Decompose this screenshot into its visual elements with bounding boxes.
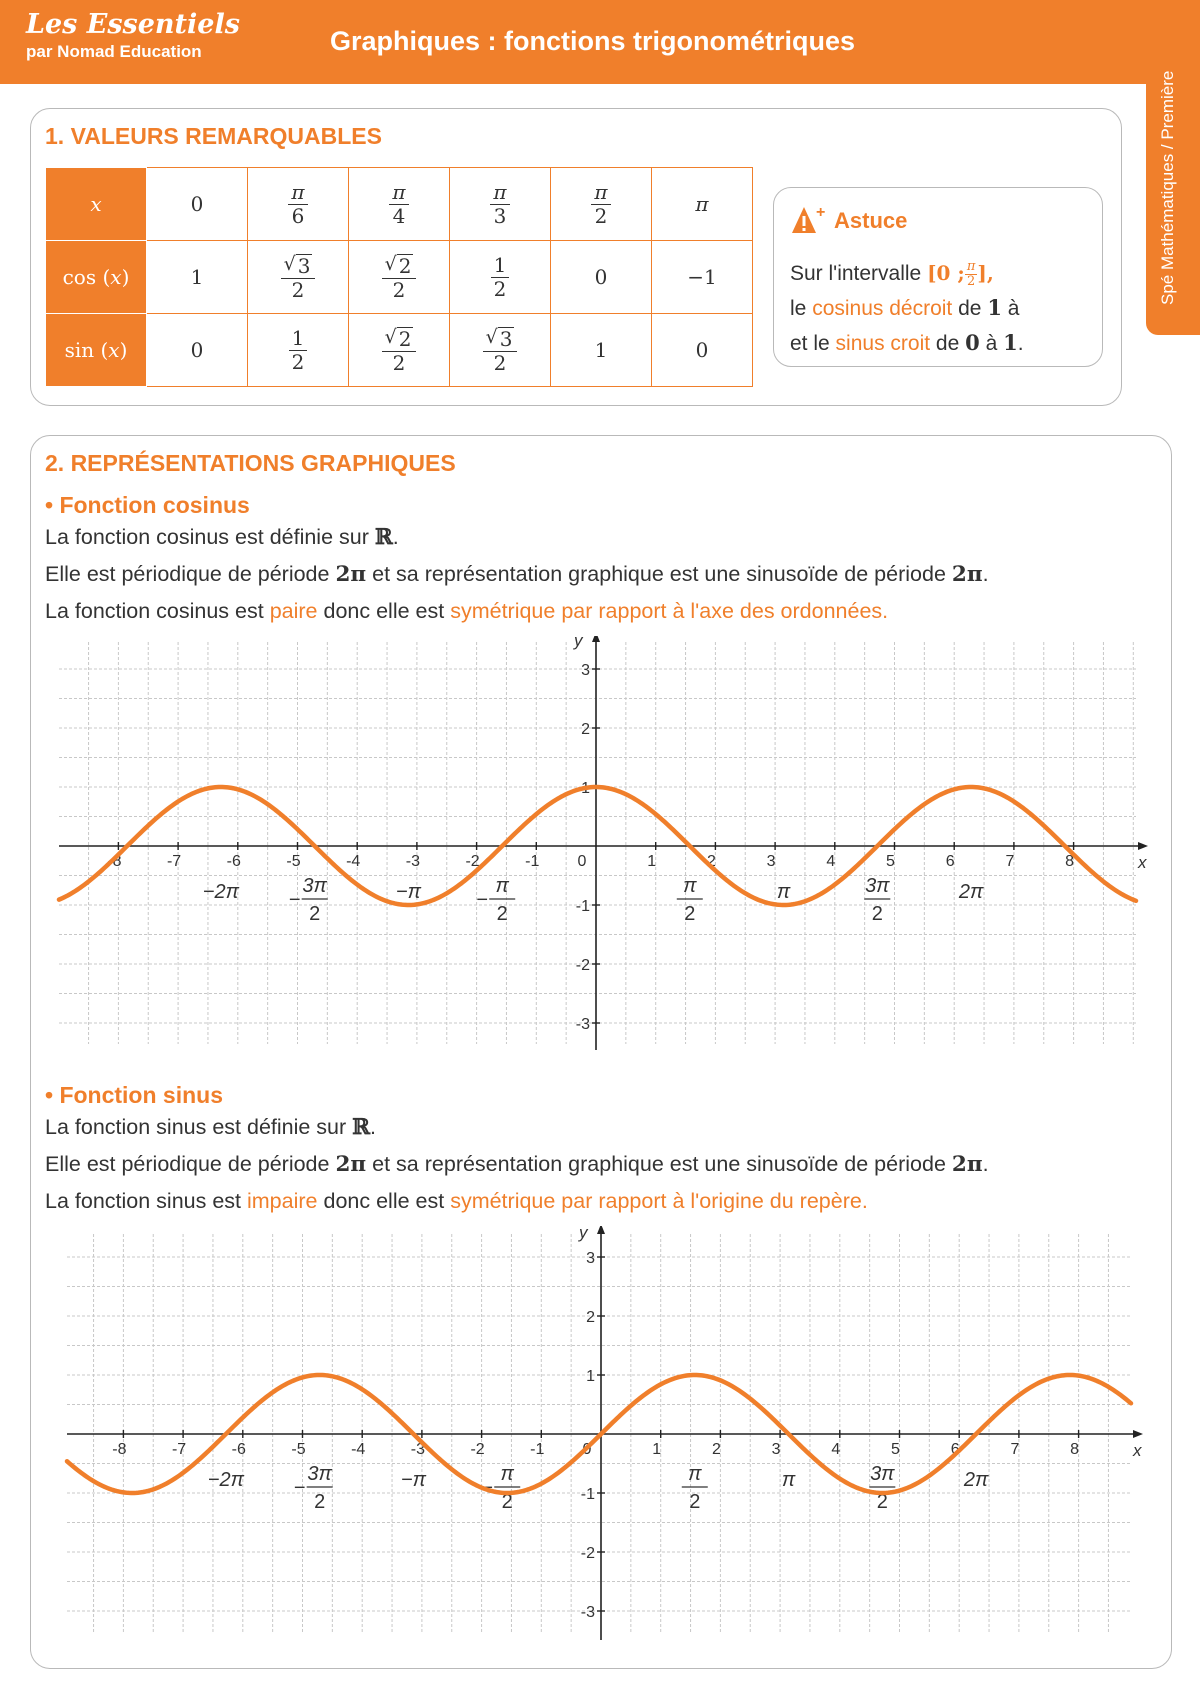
x-tick-label: 5 — [886, 853, 895, 870]
pi-tick-label — [401, 1469, 427, 1491]
x-tick-label: 2 — [706, 853, 716, 870]
cell-cos-pi6: √ 3 2 — [248, 241, 349, 314]
svg-text:+: + — [816, 204, 826, 221]
x-axis-arrow — [1133, 1430, 1143, 1438]
pi-tick-label — [963, 1469, 989, 1491]
svg-text:3π: 3π — [302, 875, 327, 897]
table-row-x — [46, 168, 753, 241]
tip-line-1: Sur l'intervalle [0 ; $\frac{\pi}{2}$ ], — [790, 258, 994, 289]
pi-tick-label — [677, 875, 703, 925]
x-tick-label: 6 — [950, 1441, 960, 1458]
y-tick-label: -1 — [580, 1486, 595, 1503]
cell-x-pi: π — [652, 168, 753, 241]
svg-text:π: π — [683, 875, 697, 897]
svg-text:2: 2 — [496, 903, 508, 925]
sin-line-3: La fonction sinus est impaire donc elle est symétrique par rapport à l'origine du repère. — [45, 1189, 868, 1213]
x-axis-label: x — [1138, 853, 1147, 872]
svg-text:−: − — [288, 889, 301, 911]
section-remarkable-values — [30, 108, 1122, 406]
cell-cos-pi3: $\frac{1}{2}$ — [450, 241, 551, 314]
x-tick-label: -8 — [112, 1441, 127, 1458]
cell-sin-0: 0 — [147, 314, 248, 387]
svg-text:−: − — [481, 1477, 494, 1499]
y-tick-label: -3 — [580, 1604, 595, 1621]
y-tick-label: -1 — [575, 898, 590, 915]
brand-logo — [26, 10, 240, 62]
pi-tick-label — [203, 881, 240, 903]
pi-tick-label — [777, 881, 791, 903]
x-tick-label: -3 — [405, 853, 421, 870]
row-label-x: x — [46, 168, 147, 241]
pi-tick-label — [864, 875, 890, 925]
x-tick-label: 0 — [582, 1441, 592, 1458]
svg-text:π: π — [688, 1463, 702, 1485]
sin-subtitle: • Fonction sinus — [45, 1082, 223, 1108]
values-table — [45, 167, 753, 387]
cell-x-0: 0 — [147, 168, 248, 241]
row-label-cos: cos (x) — [46, 241, 147, 314]
svg-text:2: 2 — [314, 1491, 326, 1513]
svg-text:2π: 2π — [958, 881, 984, 903]
y-tick-label: 1 — [581, 780, 590, 797]
brand-title: Les Essentiels — [26, 9, 240, 40]
pi-tick-label — [396, 881, 422, 903]
pi-tick-label — [958, 881, 984, 903]
x-tick-label: -2 — [465, 853, 480, 870]
svg-text:2: 2 — [876, 1491, 888, 1513]
svg-text:2: 2 — [309, 903, 321, 925]
x-tick-label: -5 — [286, 853, 301, 870]
side-tab — [1146, 0, 1200, 335]
x-tick-label: -4 — [351, 1441, 366, 1458]
cos-line-1: La fonction cosinus est définie sur ℝ. — [45, 525, 399, 550]
y-axis-label: y — [579, 1226, 588, 1242]
x-axis-arrow — [1138, 842, 1148, 850]
svg-text:−: − — [476, 889, 489, 911]
cos-line-2: Elle est périodique de période 2π et sa représentation graphique est une sinusoïde de période 2π. — [45, 562, 989, 587]
x-tick-label: 7 — [1010, 1441, 1020, 1458]
cell-sin-pi: 0 — [652, 314, 753, 387]
x-tick-label: 3 — [766, 853, 776, 870]
sin-graph — [31, 1226, 1171, 1646]
section-title: 1. VALEURS REMARQUABLES — [45, 123, 382, 149]
x-tick-label: 6 — [945, 853, 955, 870]
x-tick-label: -3 — [410, 1441, 426, 1458]
svg-text:3π: 3π — [870, 1463, 895, 1485]
cos-line-3: La fonction cosinus est paire donc elle est symétrique par rapport à l'axe des ordonnées. — [45, 599, 889, 623]
x-tick-label: -6 — [231, 1441, 246, 1458]
svg-text:−π: −π — [400, 1469, 426, 1491]
cell-cos-0: 1 — [147, 241, 248, 314]
cell-sin-pi4: √ 2 2 — [349, 314, 450, 387]
svg-text:π: π — [495, 875, 509, 897]
x-tick-label: 8 — [1070, 1441, 1080, 1458]
pi-tick-label — [682, 1463, 708, 1513]
cell-x-pi6: $\frac{\pi}{6}$ — [248, 168, 349, 241]
y-axis-label: y — [574, 636, 583, 650]
y-tick-label: -3 — [575, 1016, 590, 1033]
x-tick-label: 8 — [1065, 853, 1075, 870]
cell-cos-pi: −1 — [652, 241, 753, 314]
svg-text:π: π — [500, 1463, 514, 1485]
y-tick-label: 2 — [586, 1309, 595, 1326]
cell-sin-pi2: 1 — [551, 314, 652, 387]
svg-text:−: − — [293, 1477, 306, 1499]
x-tick-label: -1 — [530, 1441, 545, 1458]
y-tick-label: -2 — [580, 1545, 595, 1562]
pi-tick-label — [869, 1463, 895, 1513]
cell-x-pi3: $\frac{\pi}{3}$ — [450, 168, 551, 241]
table-row-cos — [46, 241, 753, 314]
cos-graph — [31, 636, 1171, 1061]
pi-tick-label — [208, 1469, 245, 1491]
pi-tick-label — [476, 875, 515, 925]
header-bar — [0, 0, 1146, 84]
pi-tick-label — [782, 1469, 796, 1491]
tip-title: Astuce — [834, 208, 908, 233]
y-axis-arrow — [597, 1226, 605, 1234]
x-tick-label: -1 — [525, 853, 540, 870]
tip-line-2: le cosinus décroit de 1 à — [790, 295, 1020, 320]
cos-subtitle: • Fonction cosinus — [45, 492, 250, 518]
svg-text:−2π: −2π — [202, 881, 239, 903]
grid — [59, 642, 1136, 1044]
svg-text:π: π — [781, 1469, 796, 1491]
x-tick-label: 1 — [652, 1441, 662, 1458]
x-tick-label: 4 — [826, 853, 836, 870]
svg-text:2: 2 — [689, 1491, 701, 1513]
x-tick-label: 7 — [1005, 853, 1015, 870]
y-tick-label: 3 — [586, 1250, 595, 1267]
x-tick-label: -4 — [346, 853, 361, 870]
svg-text:−2π: −2π — [207, 1469, 244, 1491]
svg-text:2: 2 — [501, 1491, 513, 1513]
x-tick-label: -2 — [470, 1441, 485, 1458]
y-tick-label: 3 — [581, 662, 590, 679]
section-title: 2. REPRÉSENTATIONS GRAPHIQUES — [45, 450, 456, 476]
table-row-sin — [46, 314, 753, 387]
svg-text:2: 2 — [684, 903, 696, 925]
svg-text:2: 2 — [871, 903, 883, 925]
svg-text:3π: 3π — [307, 1463, 332, 1485]
cell-sin-pi6: $\frac{1}{2}$ — [248, 314, 349, 387]
x-tick-label: -5 — [291, 1441, 306, 1458]
sin-line-2: Elle est périodique de période 2π et sa représentation graphique est une sinusoïde de période 2π. — [45, 1152, 989, 1177]
x-tick-label: 4 — [831, 1441, 841, 1458]
pi-tick-label — [294, 1463, 333, 1513]
x-tick-label: -8 — [107, 853, 122, 870]
cell-x-pi2: $\frac{\pi}{2}$ — [551, 168, 652, 241]
svg-text:π: π — [776, 881, 791, 903]
tip-text — [790, 256, 1024, 361]
cell-cos-pi2: 0 — [551, 241, 652, 314]
cell-sin-pi3: √ 3 2 — [450, 314, 551, 387]
x-tick-label: -7 — [166, 853, 182, 870]
x-tick-label: 0 — [577, 853, 587, 870]
tip-line-3: et le sinus croit de 0 à 1. — [790, 330, 1024, 355]
warning-triangle-icon — [790, 204, 826, 236]
page-title: Graphiques : fonctions trigonométriques — [330, 26, 856, 56]
cell-cos-pi4: √ 2 2 — [349, 241, 450, 314]
x-tick-label: 3 — [771, 1441, 781, 1458]
y-tick-label: -2 — [575, 957, 590, 974]
x-tick-label: 1 — [647, 853, 657, 870]
brand-subtitle: par Nomad Education — [26, 42, 202, 61]
y-tick-label: 2 — [581, 721, 590, 738]
svg-text:2π: 2π — [963, 1469, 989, 1491]
row-label-sin: sin (x) — [46, 314, 147, 387]
x-tick-label: 5 — [891, 1441, 900, 1458]
svg-text:3π: 3π — [865, 875, 890, 897]
cell-x-pi4: $\frac{\pi}{4}$ — [349, 168, 450, 241]
side-tab-label: Spé Mathématiques / Première — [1158, 70, 1177, 305]
tip-box — [773, 187, 1103, 367]
svg-text:−π: −π — [395, 881, 421, 903]
x-axis-label: x — [1133, 1441, 1142, 1460]
x-tick-label: -6 — [226, 853, 241, 870]
x-tick-label: -7 — [171, 1441, 187, 1458]
sin-line-1: La fonction sinus est définie sur ℝ. — [45, 1115, 377, 1140]
y-tick-label: 1 — [586, 1368, 595, 1385]
x-tick-label: 2 — [711, 1441, 721, 1458]
pi-tick-label — [289, 875, 328, 925]
y-axis-arrow — [592, 636, 600, 642]
section-graphs — [30, 435, 1172, 1669]
